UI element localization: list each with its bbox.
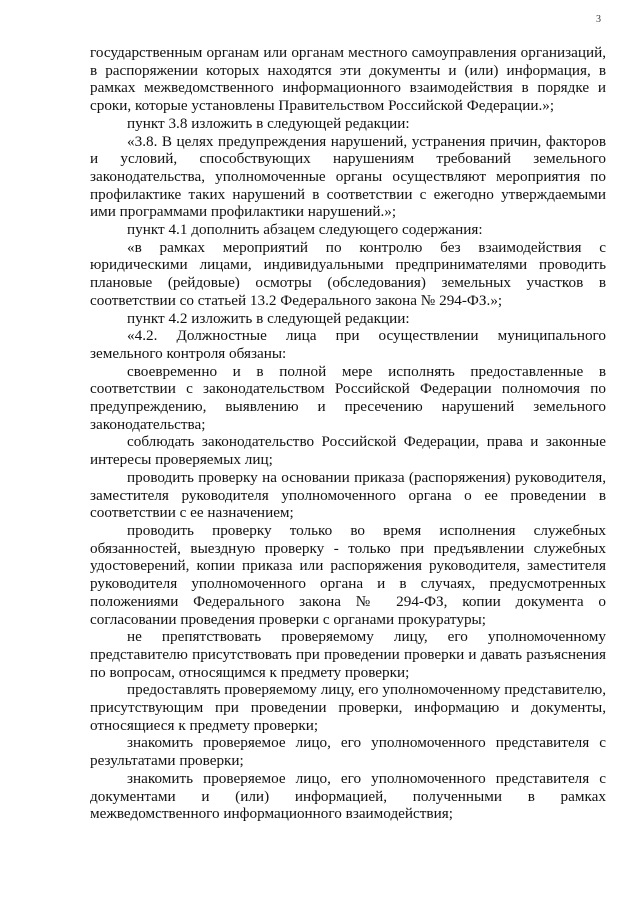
paragraph: проводить проверку только во время исполнения служебных обязанностей, выездную проверку - только при предъявлении служебных удостоверений, копии приказа или распоряжения руководителя, заместителя руководителя уполномоченного органа и в случаях, предусмотренных положениями Федерального закона № 294-ФЗ, копии документа о согласовании проведения проверки с органами прокуратуры; bbox=[90, 521, 606, 628]
paragraph: своевременно и в полной мере исполнять предоставленные в соответствии с законодательством Российской Федерации полномочия по предупреждению, выявлению и пресечению нарушений земельного законодательства; bbox=[90, 362, 606, 433]
paragraph: «в рамках мероприятий по контролю без взаимодействия с юридическими лицами, индивидуальными предпринимателями проводить плановые (рейдовые) осмотры (обследования) земельных участков в соответствии со статьей 13.2 Федерального закона № 294-ФЗ.»; bbox=[90, 238, 606, 309]
document-body bbox=[90, 44, 606, 823]
paragraph: «4.2. Должностные лица при осуществлении муниципального земельного контроля обязаны: bbox=[90, 327, 606, 362]
paragraph: проводить проверку на основании приказа (распоряжения) руководителя, заместителя руководителя уполномоченного органа о ее проведении в соответствии с ее назначением; bbox=[90, 468, 606, 522]
paragraph: пункт 4.2 изложить в следующей редакции: bbox=[127, 309, 410, 327]
paragraph: государственным органам или органам местного самоуправления организаций, в распоряжении которых находятся эти документы и (или) информация, в рамках межведомственного информационного взаимодействия в порядке и сроки, которые установлены Правительством Российской Федерации.»; bbox=[90, 44, 606, 115]
paragraph: пункт 4.1 дополнить абзацем следующего содержания: bbox=[127, 221, 483, 239]
paragraph: «3.8. В целях предупреждения нарушений, устранения причин, факторов и условий, способствующих нарушениям требований земельного законодательства, уполномоченные органы осуществляют мероприятия по профилактике таких нарушений в соответствии с ежегодно утверждаемыми ими программами профилактики нарушений.»; bbox=[90, 132, 606, 221]
paragraph: знакомить проверяемое лицо, его уполномоченного представителя с документами и (или) информацией, полученными в рамках межведомственного информационного взаимодействия; bbox=[90, 769, 606, 823]
paragraph: соблюдать законодательство Российской Федерации, права и законные интересы проверяемых лиц; bbox=[90, 433, 606, 469]
page-number: 3 bbox=[596, 14, 601, 25]
paragraph: знакомить проверяемое лицо, его уполномоченного представителя с результатами проверки; bbox=[90, 734, 606, 770]
paragraph: не препятствовать проверяемому лицу, его уполномоченному представителю присутствовать при проведении проверки и давать разъяснения по вопросам, относящимся к предмету проверки; bbox=[90, 628, 606, 681]
paragraph: предоставлять проверяемому лицу, его уполномоченному представителю, присутствующим при проведении проверки, информацию и документы, относящиеся к предмету проверки; bbox=[90, 681, 606, 734]
paragraph: пункт 3.8 изложить в следующей редакции: bbox=[127, 114, 410, 132]
